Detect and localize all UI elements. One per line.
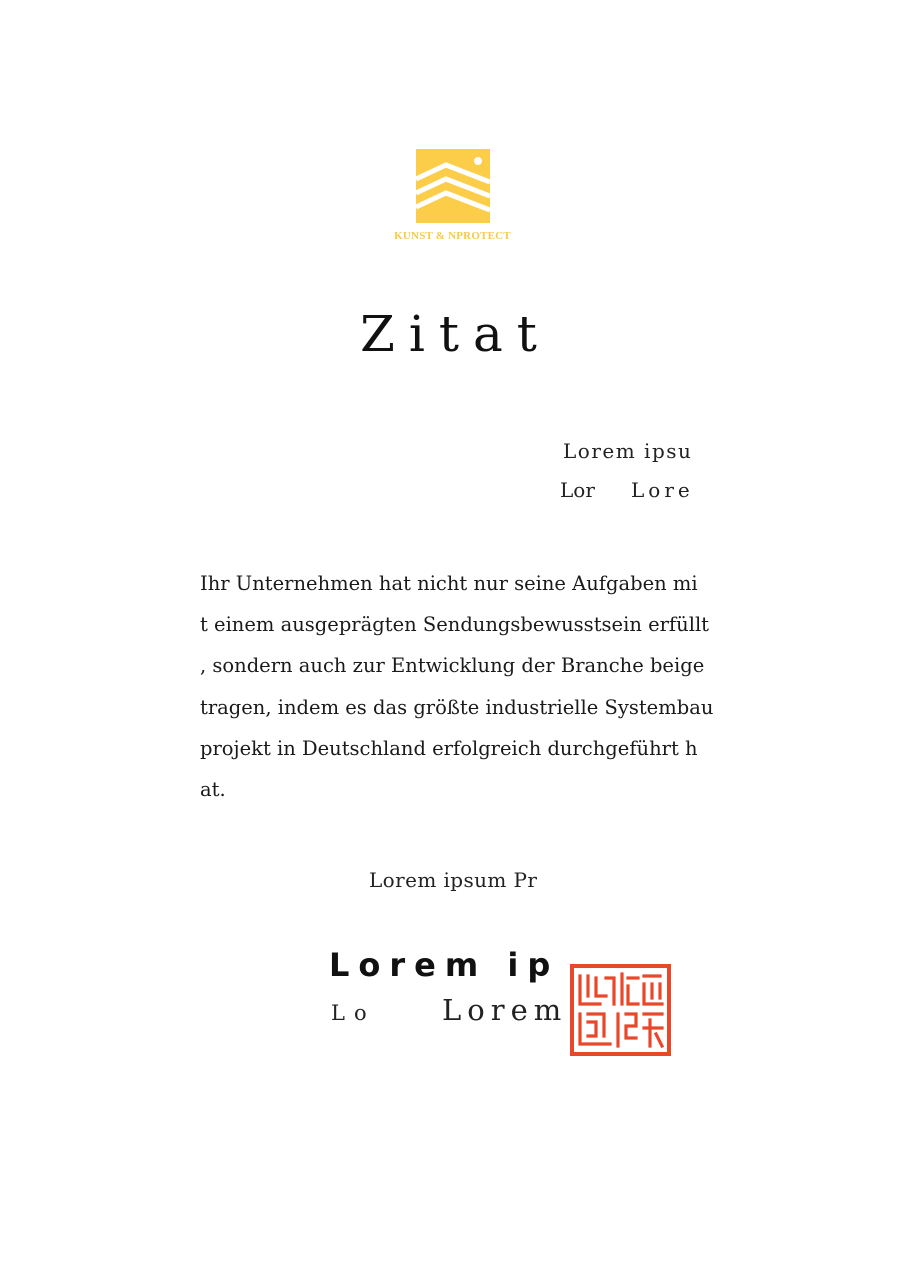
body-line: projekt in Deutschland erfolgreich durchgeführt h	[200, 736, 698, 760]
signature-name: Lorem ip	[329, 946, 560, 984]
company-logo	[416, 149, 490, 223]
page-title: Zitat	[360, 305, 551, 363]
sender-line-1: Lorem ipsu	[563, 439, 693, 463]
body-line: t einem ausgeprägten Sendungsbewusstsein erfüllt	[200, 613, 710, 637]
seal-stamp-icon	[570, 964, 671, 1056]
red-seal-stamp	[570, 964, 671, 1056]
quote-body	[200, 563, 715, 810]
body-line: Ihr Unternehmen hat nicht nur seine Aufgaben mi	[200, 572, 698, 595]
signature-subline-a: Lo	[331, 1001, 376, 1025]
logo-mark-icon	[416, 149, 490, 223]
body-line: at.	[200, 778, 226, 802]
sender-line-2-part-a: Lor	[560, 478, 595, 502]
body-line: , sondern auch zur Entwicklung der Branche beige	[200, 654, 705, 678]
signature-subline-b: Lorem	[442, 993, 568, 1027]
body-line: tragen, indem es das größte industrielle Systembau	[200, 695, 714, 719]
sender-line-2-part-b: Lore	[631, 478, 694, 502]
logo-wordmark: KUNST & NPROTECT	[394, 230, 511, 242]
closing-line: Lorem ipsum Pr	[369, 868, 538, 892]
